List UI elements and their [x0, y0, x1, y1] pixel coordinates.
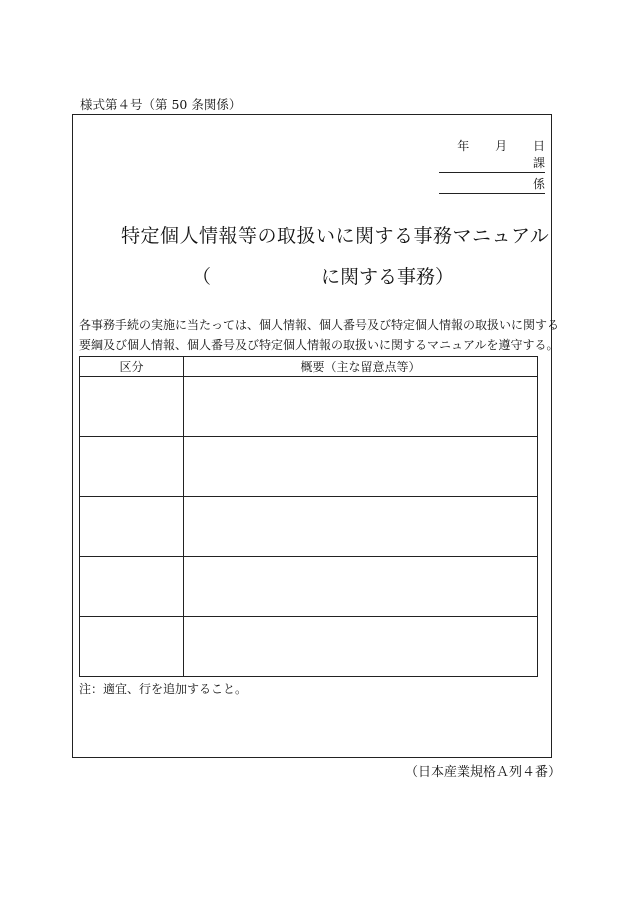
lead-paragraph	[79, 315, 560, 355]
date-month: 月	[495, 139, 508, 153]
paper-standard: （日本産業規格Ａ列４番）	[405, 765, 562, 780]
subtitle-open-paren: （	[192, 266, 212, 288]
category-cell[interactable]	[80, 617, 184, 677]
category-cell[interactable]	[80, 377, 184, 437]
category-cell[interactable]	[80, 497, 184, 557]
summary-cell[interactable]	[184, 437, 538, 497]
subsection-field[interactable]	[439, 175, 545, 194]
summary-cell[interactable]	[184, 497, 538, 557]
summary-cell[interactable]	[184, 557, 538, 617]
date-day: 日	[532, 139, 545, 153]
subsection-label: 係	[532, 177, 545, 191]
date-year: 年	[457, 139, 470, 153]
section-label: 課	[532, 156, 545, 170]
lead-line: 要綱及び個人情報、個人番号及び特定個人情報の取扱いに関するマニュアルを遵守する。	[79, 338, 559, 352]
form-frame	[72, 114, 560, 758]
lead-line: 各事務手続の実施に当たっては、個人情報、個人番号及び特定個人情報の取扱いに関する	[79, 318, 560, 332]
category-cell[interactable]	[80, 437, 184, 497]
table-row	[80, 557, 538, 617]
header-category: 区分	[80, 357, 184, 377]
summary-cell[interactable]	[184, 377, 538, 437]
table-row	[80, 377, 538, 437]
document-title: 特定個人情報等の取扱いに関する事務マニュアル	[121, 225, 550, 247]
table-header-row	[80, 357, 538, 377]
section-field[interactable]	[439, 154, 545, 173]
subtitle-text: に関する事務）	[321, 266, 455, 288]
form-number: 様式第４号（第 50 条関係）	[80, 97, 242, 112]
table-row	[80, 497, 538, 557]
footnote: 注：適宜、行を追加すること。	[79, 682, 248, 696]
date-line	[435, 137, 545, 154]
category-cell[interactable]	[80, 557, 184, 617]
table-row	[80, 617, 538, 677]
table-row	[80, 437, 538, 497]
header-summary: 概要（主な留意点等）	[184, 357, 538, 377]
manual-table	[79, 356, 538, 677]
summary-cell[interactable]	[184, 617, 538, 677]
